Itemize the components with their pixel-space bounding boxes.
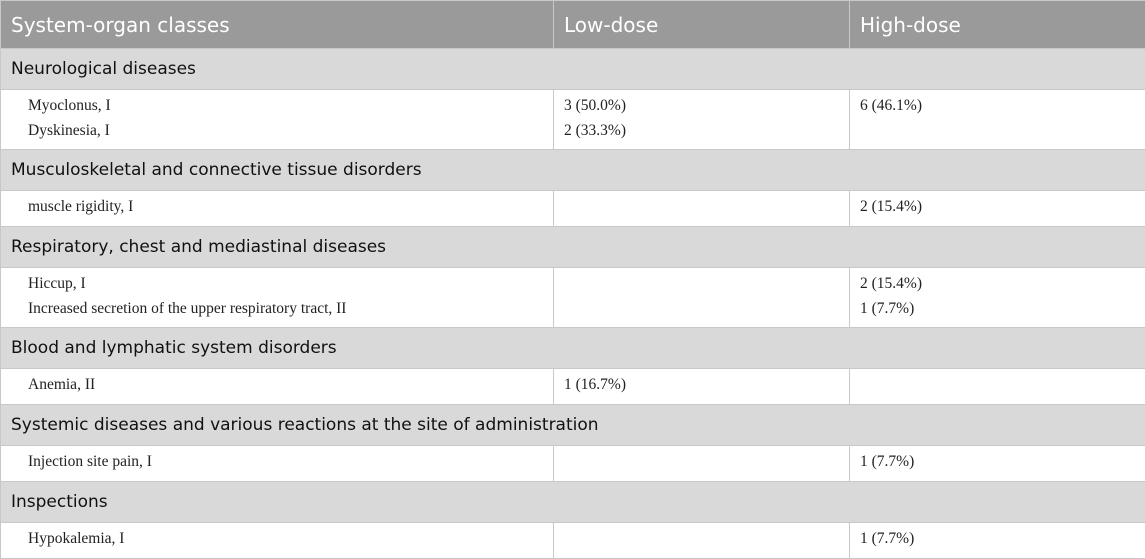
event-name: Anemia, II <box>28 374 553 399</box>
low-dose-cell <box>554 268 850 328</box>
event-name: Increased secretion of the upper respiratory tract, II <box>28 298 553 323</box>
high-dose-value <box>860 120 1145 145</box>
category-label: Musculoskeletal and connective tissue disorders <box>1 150 1145 191</box>
high-dose-value: 1 (7.7%) <box>860 451 1145 476</box>
category-row <box>1 150 1145 191</box>
high-dose-value: 2 (15.4%) <box>860 196 1145 221</box>
event-name: Injection site pain, I <box>28 451 553 476</box>
category-row <box>1 405 1145 446</box>
category-label: Neurological diseases <box>1 49 1145 90</box>
category-row <box>1 328 1145 369</box>
low-dose-cell <box>554 446 850 482</box>
high-dose-cell <box>850 369 1145 405</box>
event-name-cell <box>1 369 554 405</box>
high-dose-value: 6 (46.1%) <box>860 95 1145 120</box>
high-dose-value <box>860 374 1145 399</box>
event-name: muscle rigidity, I <box>28 196 553 221</box>
event-name-cell <box>1 446 554 482</box>
high-dose-value: 1 (7.7%) <box>860 298 1145 323</box>
event-name-cell <box>1 268 554 328</box>
table-row <box>1 90 1145 150</box>
low-dose-cell <box>554 369 850 405</box>
header-low-dose: Low-dose <box>554 1 850 49</box>
table-row <box>1 523 1145 559</box>
event-name-cell <box>1 90 554 150</box>
category-row <box>1 49 1145 90</box>
category-label: Blood and lymphatic system disorders <box>1 328 1145 369</box>
low-dose-value: 1 (16.7%) <box>564 374 849 399</box>
low-dose-cell <box>554 191 850 227</box>
table-row <box>1 446 1145 482</box>
high-dose-cell <box>850 191 1145 227</box>
event-name: Hiccup, I <box>28 273 553 298</box>
high-dose-cell <box>850 268 1145 328</box>
high-dose-value: 1 (7.7%) <box>860 528 1145 553</box>
low-dose-value <box>564 273 849 298</box>
high-dose-cell <box>850 90 1145 150</box>
low-dose-cell <box>554 90 850 150</box>
low-dose-value <box>564 298 849 323</box>
low-dose-value: 3 (50.0%) <box>564 95 849 120</box>
category-label: Systemic diseases and various reactions at the site of administration <box>1 405 1145 446</box>
low-dose-cell <box>554 523 850 559</box>
category-label: Respiratory, chest and mediastinal diseases <box>1 227 1145 268</box>
high-dose-value: 2 (15.4%) <box>860 273 1145 298</box>
category-row <box>1 227 1145 268</box>
table-row <box>1 268 1145 328</box>
category-row <box>1 482 1145 523</box>
low-dose-value <box>564 451 849 476</box>
event-name-cell <box>1 191 554 227</box>
event-name-cell <box>1 523 554 559</box>
event-name: Myoclonus, I <box>28 95 553 120</box>
high-dose-cell <box>850 446 1145 482</box>
low-dose-value <box>564 196 849 221</box>
event-name: Hypokalemia, I <box>28 528 553 553</box>
header-high-dose: High-dose <box>850 1 1145 49</box>
category-label: Inspections <box>1 482 1145 523</box>
low-dose-value: 2 (33.3%) <box>564 120 849 145</box>
header-row <box>1 1 1145 49</box>
event-name: Dyskinesia, I <box>28 120 553 145</box>
table-row <box>1 369 1145 405</box>
header-system-organ-classes: System-organ classes <box>1 1 554 49</box>
high-dose-cell <box>850 523 1145 559</box>
table-row <box>1 191 1145 227</box>
low-dose-value <box>564 528 849 553</box>
